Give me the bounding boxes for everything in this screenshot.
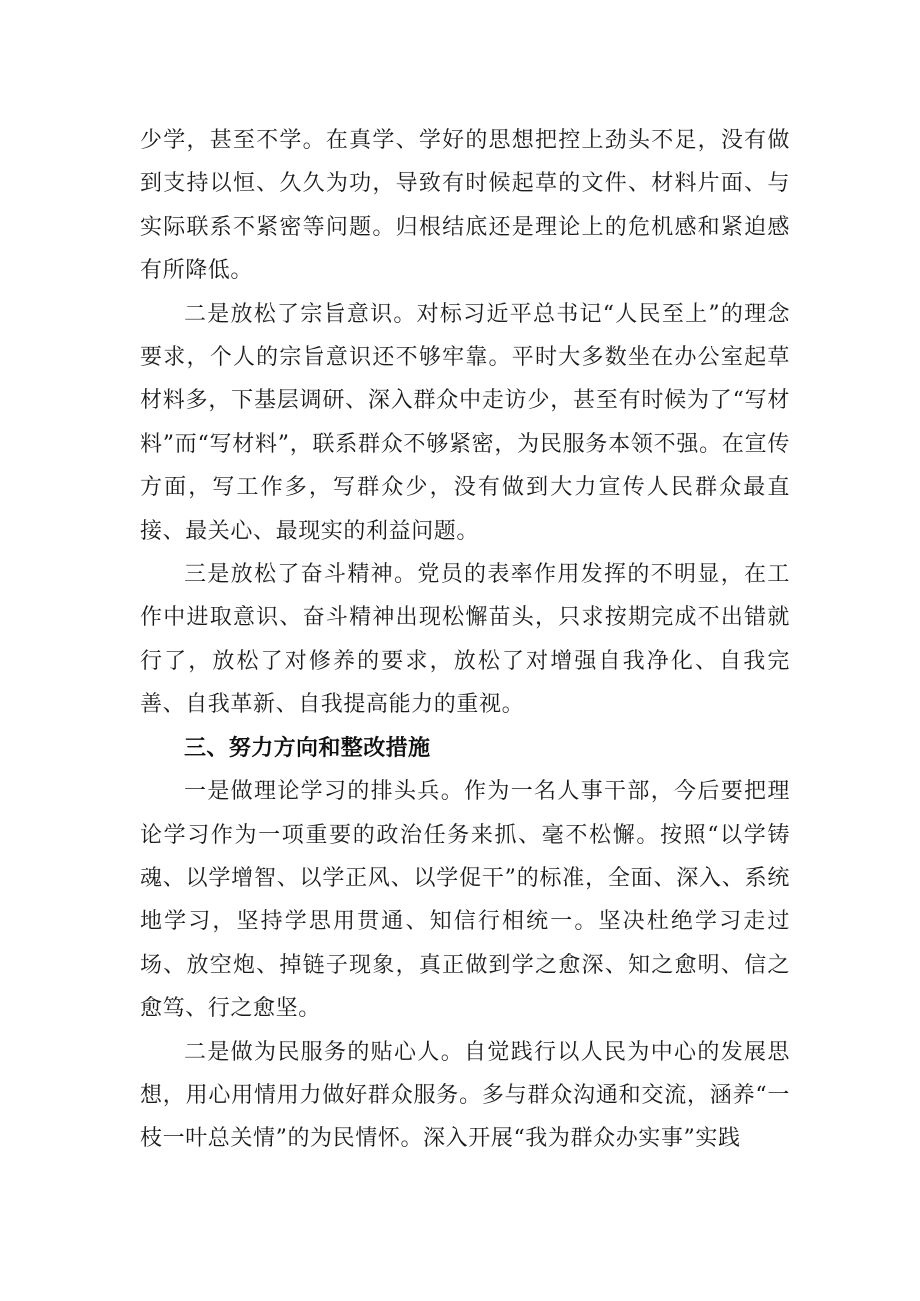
paragraph-striving-spirit: 三是放松了奋斗精神。党员的表率作用发挥的不明显，在工作中进取意识、奋斗精神出现松懈苗头，只求按期完成不出错就行了，放松了对修养的要求，放松了对增强自我净化、自我完善、自我革新、自我提高能力的重视。: [140, 562, 790, 718]
paragraph-serve-people: 二是做为民服务的贴心人。自觉践行以人民为中心的发展思想，用心用情用力做好群众服务。多与群众沟通和交流，涵养“一枝一叶总关情”的为民情怀。深入开展“我为群众办实事”实践: [140, 1039, 790, 1152]
paragraph-theory-study: 一是做理论学习的排头兵。作为一名人事干部，今后要把理论学习作为一项重要的政治任务来抓、毫不松懈。按照“以学铸魂、以学增智、以学正风、以学促干”的标准，全面、深入、系统地学习，坚持学思用贯通、知信行相统一。坚决杜绝学习走过场、放空炮、掉链子现象，真正做到学之愈深、知之愈明、信之愈笃、行之愈坚。: [140, 779, 790, 1022]
paragraph-continuation: 少学，甚至不学。在真学、学好的思想把控上劲头不足，没有做到支持以恒、久久为功，导致有时候起草的文件、材料片面、与实际联系不紧密等问题。归根结底还是理论上的危机感和紧迫感有所降低。: [140, 128, 790, 284]
document-body: [140, 119, 790, 1161]
section-heading: 三、努力方向和整改措施: [184, 735, 431, 761]
paragraph-purpose-awareness: 二是放松了宗旨意识。对标习近平总书记“人民至上”的理念要求，个人的宗旨意识还不够牢靠。平时大多数坐在办公室起草材料多，下基层调研、深入群众中走访少，甚至有时候为了“写材料”而“写材料”，联系群众不够紧密，为民服务本领不强。在宣传方面，写工作多，写群众少，没有做到大力宣传人民群众最直接、最关心、最现实的利益问题。: [140, 301, 790, 544]
